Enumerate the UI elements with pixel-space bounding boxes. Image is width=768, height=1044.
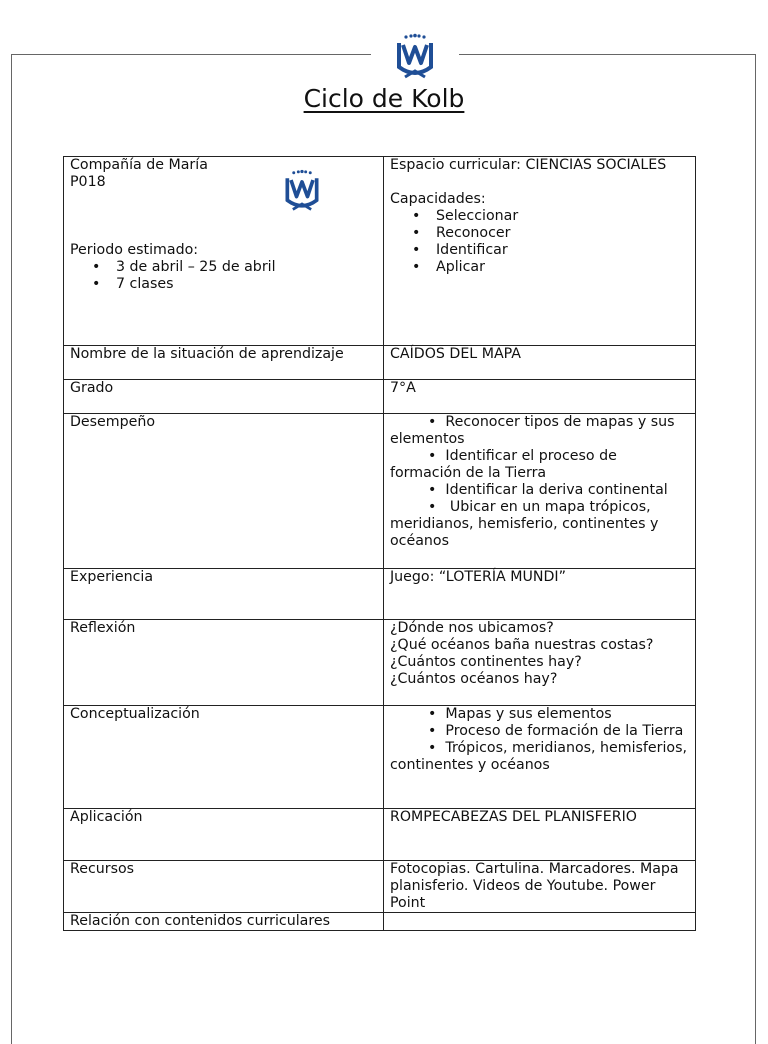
row-value [384, 620, 696, 706]
list-item: • Identificar [436, 242, 689, 259]
row-value: ROMPECABEZAS DEL PLANISFERIO [384, 809, 696, 861]
period-list [70, 259, 377, 293]
row-label: Relación con contenidos curriculares [64, 913, 384, 931]
page-title: Ciclo de Kolb [303, 84, 465, 113]
list-item: • Identificar el proceso de formación de la Tierra [390, 448, 689, 482]
cell-logo [270, 162, 334, 222]
list-item: • 3 de abril – 25 de abril [116, 259, 377, 276]
school-logo [371, 30, 459, 86]
row-label: Nombre de la situación de aprendizaje [64, 346, 384, 380]
header-right-cell [384, 157, 696, 346]
table-row-header [64, 157, 696, 346]
question: ¿Cuántos océanos hay? [390, 671, 558, 687]
list-item: • Seleccionar [436, 208, 689, 225]
row-value: Juego: “LOTERÍA MUNDI” [384, 569, 696, 620]
list-item: • Ubicar en un mapa trópicos, meridianos, hemisferio, continentes y océanos [390, 499, 689, 550]
kolb-table [63, 156, 696, 931]
list-item: • Trópicos, meridianos, hemisferios, continentes y océanos [390, 740, 689, 774]
question: ¿Dónde nos ubicamos? [390, 620, 554, 636]
table-row [64, 380, 696, 414]
list-item: • 7 clases [116, 276, 377, 293]
row-value [384, 913, 696, 931]
table-row [64, 861, 696, 913]
row-label: Desempeño [64, 414, 384, 569]
school-crest-icon [280, 166, 324, 218]
row-value [384, 414, 696, 569]
capacities-label: Capacidades: [390, 191, 486, 207]
row-label: Experiencia [64, 569, 384, 620]
list-item: • Mapas y sus elementos [390, 706, 689, 723]
question: ¿Cuántos continentes hay? [390, 654, 582, 670]
capacities-list [390, 208, 689, 276]
row-value: 7°A [384, 380, 696, 414]
header-left-cell [64, 157, 384, 346]
school-name: Compañía de María [70, 157, 208, 173]
list-item: • Identificar la deriva continental [390, 482, 689, 499]
table-row [64, 346, 696, 380]
row-label: Conceptualización [64, 706, 384, 809]
list-item: • Aplicar [436, 259, 689, 276]
list-item: • Reconocer tipos de mapas y sus elementos [390, 414, 689, 448]
table-row [64, 706, 696, 809]
school-code: P018 [70, 174, 106, 190]
table-row [64, 913, 696, 931]
row-label: Reflexión [64, 620, 384, 706]
table-row [64, 569, 696, 620]
school-crest-icon [391, 33, 439, 83]
row-label: Grado [64, 380, 384, 414]
table-row [64, 414, 696, 569]
table-row [64, 620, 696, 706]
curricular-space: Espacio curricular: CIENCIAS SOCIALES [390, 157, 667, 173]
question: ¿Qué océanos baña nuestras costas? [390, 637, 654, 653]
table-row [64, 809, 696, 861]
row-value: Fotocopias. Cartulina. Marcadores. Mapa planisferio. Videos de Youtube. Power Point [384, 861, 696, 913]
row-value: CAÍDOS DEL MAPA [384, 346, 696, 380]
list-item: • Reconocer [436, 225, 689, 242]
row-label: Recursos [64, 861, 384, 913]
list-item: • Proceso de formación de la Tierra [390, 723, 689, 740]
row-label: Aplicación [64, 809, 384, 861]
row-value [384, 706, 696, 809]
period-label: Periodo estimado: [70, 242, 199, 258]
